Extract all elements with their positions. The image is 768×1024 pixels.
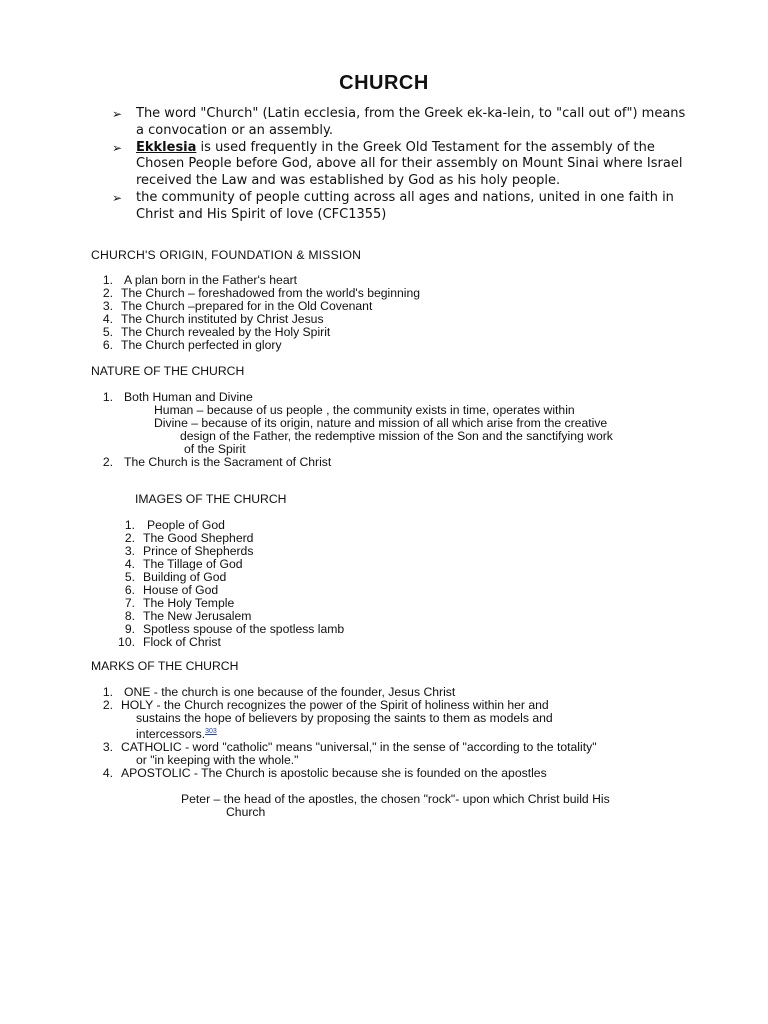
list-item: 5. The Church revealed by the Holy Spirit — [102, 325, 331, 339]
origin-section — [91, 249, 711, 352]
list-item: 5. Building of God — [124, 570, 227, 584]
list-item: 9. Spotless spouse of the spotless lamb — [124, 622, 345, 636]
list-item: 3. The Church –prepared for in the Old Covenant — [102, 299, 373, 313]
intro-bullet: ➢ The word "Church" (Latin ecclesia, from the Greek ek-ka-lein, to "call out of") means a convocation or an assembly. — [112, 106, 686, 138]
origin-list — [89, 274, 711, 352]
list-item: 1. ONE - the church is one because of the founder, Jesus Christ — [102, 685, 456, 699]
nature-list-2 — [89, 456, 731, 469]
list-item: 2. The Church is the Sacrament of Christ — [102, 455, 332, 469]
origin-heading: CHURCH'S ORIGIN, FOUNDATION & MISSION — [91, 248, 362, 262]
marks-list-3 — [89, 767, 741, 780]
nature-section: NATURE OF THE CHURCH 1. Both Human and Divine Human – because of us people , the community exists in time, operates within Divine – because of its origin, nature and mission of all which arise from the creative design of the Father, the redemptive mission of the Son and the sanctifying work of the Spirit 2. The Church is the Sacrament of Christ — [91, 365, 731, 469]
footnote-link[interactable]: 303 — [205, 728, 217, 735]
list-item: 3. Prince of Shepherds — [124, 544, 254, 558]
list-item: 6. The Church perfected in glory — [102, 338, 282, 352]
list-item: 4. The Tillage of God — [124, 557, 243, 571]
list-item: 4. APOSTOLIC - The Church is apostolic because she is founded on the apostles — [102, 766, 547, 781]
list-item: 1. Both Human and Divine — [102, 390, 253, 404]
list-item: 10. Flock of Christ — [118, 635, 221, 649]
list-item: 7. The Holy Temple — [124, 596, 235, 610]
marks-list — [89, 686, 741, 712]
page-title: CHURCH — [339, 72, 429, 94]
peter-text: Peter – the head of the apostles, the chosen "rock"- upon which Christ build His — [181, 792, 610, 807]
list-item: 2. The Church – foreshadowed from the world's beginning — [102, 286, 421, 300]
list-item: 4. The Church instituted by Christ Jesus — [102, 312, 324, 326]
marks-section: MARKS OF THE CHURCH 1. ONE - the church is one because of the founder, Jesus Christ 2. HOLY - the Church recognizes the power of the Spirit of holiness within her and sustains the hope of believers by proposing the saints to them as models and intercessors.$^{303}$ 3. CATHOLIC - word "catholic" means "universal," in the sense of "according to the totality" or "in keeping with the whole." 4. APOSTOLIC - The Church is apostolic because she is founded on the apostles Peter – the head of the apostles, the chosen "rock"- upon which Christ build His Church — [91, 660, 741, 819]
ekklesia-term: Ekklesia — [136, 139, 197, 155]
list-item: 2. The Good Shepherd — [124, 531, 254, 545]
list-item: 6. House of God — [124, 583, 219, 597]
nature-heading: NATURE OF THE CHURCH — [91, 364, 245, 378]
list-item: 2. HOLY - the Church recognizes the power of the Spirit of holiness within her and — [102, 698, 549, 712]
nature-divine: Divine – because of its origin, nature and mission of all which arise from the creative — [154, 416, 608, 430]
nature-human: Human – because of us people , the community exists in time, operates within — [154, 403, 575, 417]
list-item: 1. A plan born in the Father's heart — [102, 273, 298, 287]
arrow-bullet-icon: ➢ — [112, 190, 123, 205]
intro-bullet: ➢ the community of people cutting across all ages and nations, united in one faith in Christ and His Spirit of love (CFC1355) — [112, 189, 674, 222]
arrow-bullet-icon: ➢ — [112, 140, 123, 155]
images-list — [111, 519, 695, 649]
list-item: 3. CATHOLIC - word "catholic" means "universal," in the sense of "according to the totality" — [102, 740, 597, 755]
list-item: 1. People of God — [124, 518, 225, 532]
images-heading: IMAGES OF THE CHURCH — [135, 492, 287, 506]
images-section — [118, 492, 695, 649]
list-item: 8. The New Jerusalem — [124, 609, 252, 623]
intro-bullets — [112, 106, 692, 224]
intro-bullet: ➢ Ekklesia is used frequently in the Greek Old Testament for the assembly of the Chosen People before God, above all for their assembly on Mount Sinai where Israel received the Law and was established by God as his holy people. — [112, 139, 683, 189]
marks-heading: MARKS OF THE CHURCH — [91, 659, 239, 673]
arrow-bullet-icon: ➢ — [112, 107, 123, 121]
